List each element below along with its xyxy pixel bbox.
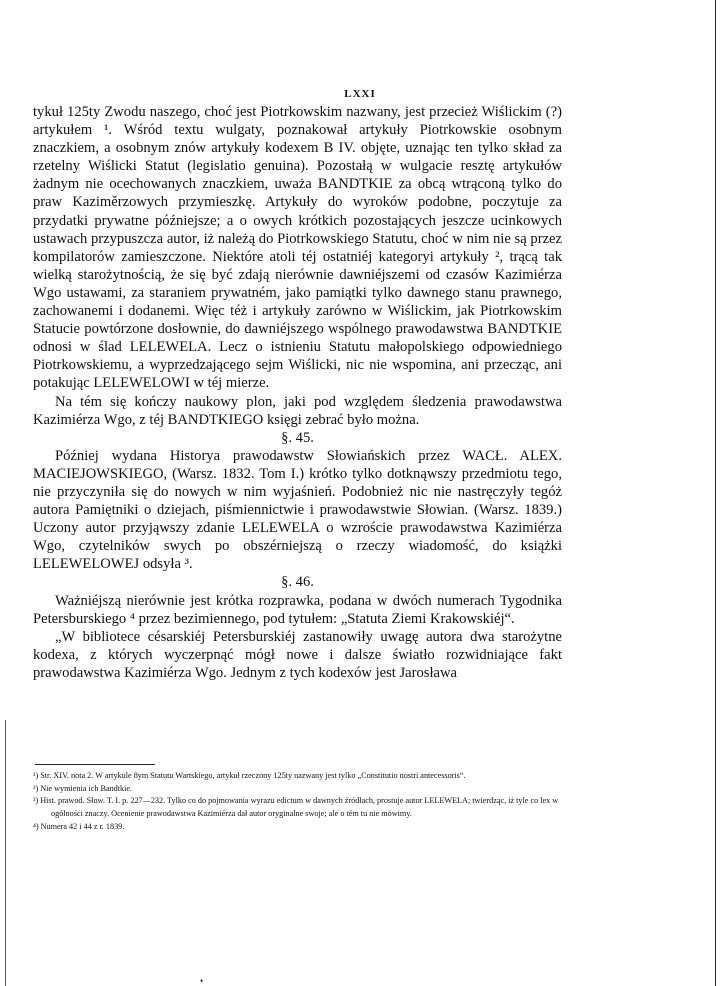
footnote: ¹) Str. XIV. nota 2. W artykule 8ym Statutu Wartskiego, artykuł rzeczony 125ty nazwany jest tylko „Constitutio nostri antecessoris“. (33, 771, 466, 780)
footnote-rule (35, 764, 155, 765)
page-number: LXXI (344, 88, 376, 100)
section-heading: §. 46. (281, 574, 314, 591)
section-heading: §. 45. (281, 429, 314, 446)
print-mark: • (200, 976, 204, 986)
page-edge-line (5, 720, 6, 986)
paragraph: Ważniéjszą nierównie jest krótka rozprawka, podana w dwóch numerach Tygodnika Petersburskiego ⁴ przez bezimiennego, pod tytułem: „Statuta Ziemi Krakowskiéj“. (33, 592, 562, 627)
footnote: ³) Hist. prawod. Słow. T. I. p. 227—232. Tylko co do pojmowania wyrazu edictum w dawnych źródłach, prostuje autor LELEWELA; twierdząc, iż tyle co lex w ogólności znaczy. Ocenienie prawodawstwa Kazimiérza dał autor oryginalne swoje; ale o tém tu nie mówimy. (33, 796, 559, 819)
paragraph: tykuł 125ty Zwodu naszego, choć jest Piotrkowskim nazwany, jest przecież Wiślickim (?) artykułem ¹. Wśród textu wulgaty, poznakował artykuły Piotrkowskie osobnym znaczkiem, a osobnym znów artykuły kodexem B IV. objęte, uznając ten tylko skład za rzetelny Wiślicki Statut (legislatio genuina). Pozostałą w wulgacie resztę artykułów żadnym nie ocechowanych znaczkiem, uważa BANDTKIE za obcą wtrąconą tylko do praw Kaziměrzowych przymieszkę. Artykuły do wyroków podobne, poczytuje za przydatki prywatne późniejsze; a o owych krótkich pozostających jeszcze ucinkowych ustawach przypuszcza autor, iż należą do Piotrkowskiego Statutu, choć w nim nie są przez kompilatorów zamieszczone. Niektóre atoli téj ostatniéj kategoryi artykuły ², trącą tak wielką starożytnością, że się być zdają nierównie dawniéjszemi od czasów Kazimiérza Wgo ustawami, za staraniem prywatném, jako pamiątki tylko dawnego stanu prawnego, zachowanemi i dodanemi. Więc téż i artykuły zarówno w Wiślickim, jak Piotrkowskim Statucie powtórzone dosłownie, do dawniéjszego wspólnego prawodawstwa BANDTKIE odnosi w ślad LELEWELA. Lecz o istnieniu Statutu małopolskiego odpowiedniego Piotrkowskiemu, a wyprzedzającego sejm Wiślicki, nic nie wspomina, ani przecząc, ani potakując LELEWELOWI w téj mierze. (33, 104, 562, 392)
paragraph: Później wydana Historya prawodawstw Słowiańskich przez WACŁ. ALEX. MACIEJOWSKIEGO, (Warsz. 1832. Tom I.) krótko tylko dotknąwszy przedmiotu tego, nie przyczyniła się do nowych w nim wyjaśnień. Podobnież nic nie nastręczyły tegóż autora Pamiętniki o dziejach, piśmiennictwie i prawodawstwie Słowian. (Warsz. 1839.) Uczony autor przyjąwszy zdanie LELEWELA o wzroście prawodawstwa Kazimiérza Wgo, czytelników swych po obszérniejszą o rzeczy wiadomość, do książki LELEWELOWEJ odsyła ³. (33, 447, 562, 573)
page-edge-line (715, 0, 716, 986)
footnotes (33, 770, 562, 834)
footnote: ²) Nie wymienia ich Bandtkie. (33, 783, 133, 793)
paragraph: Na tém się kończy naukowy plon, jaki pod względem śledzenia prawodawstwa Kazimiérza Wgo, z téj BANDTKIEGO księgi zebrać było można. (33, 393, 562, 428)
paragraph: „W bibliotece césarskiéj Petersburskiéj zastanowiły uwagę autora dwa starożytne kodexa, z których wyczerpnąć mógł nowe i dalsze światło rozwidniające fakt prawodawstwa Kazimiérza Wgo. Jednym z tych kodexów jest Jarosława (33, 628, 562, 681)
footnote: ⁴) Numera 42 i 44 z r. 1839. (33, 821, 125, 831)
body-text (33, 103, 562, 682)
